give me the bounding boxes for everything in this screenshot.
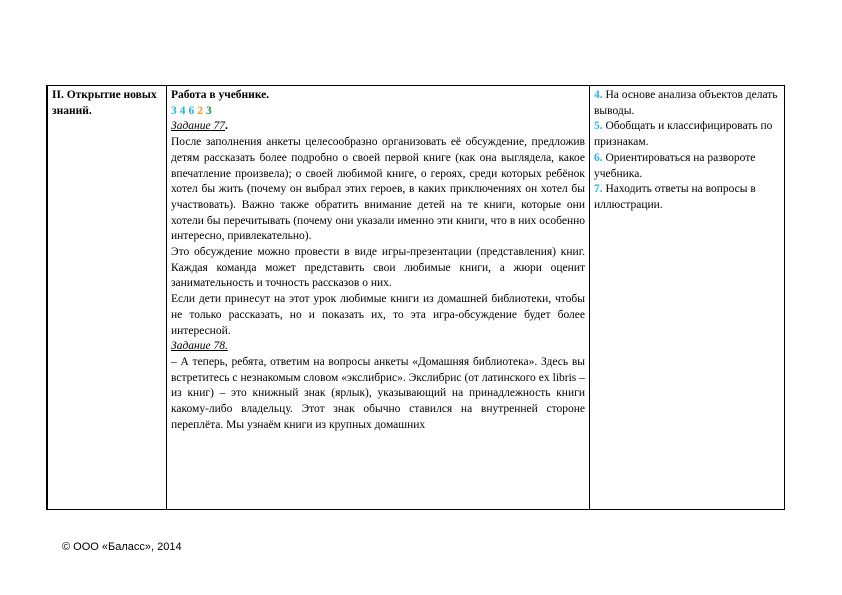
skill-codes xyxy=(171,104,585,120)
skill-item xyxy=(594,151,780,182)
skill-text: Ориентироваться на развороте учебника. xyxy=(594,151,756,180)
skill-text: На основе анализа объектов делать выводы. xyxy=(594,89,778,117)
paragraph: Если дети принесут на этот урок любимые книги из домашней библиотеки, чтобы не только рассказать, но и показать их, то эта игра-обсуждение будет более интересной. xyxy=(171,293,585,337)
skill-text: Обобщать и классифицировать по признакам. xyxy=(594,120,773,149)
skill-code: 6 xyxy=(188,104,195,117)
skill-number: 5. xyxy=(594,120,603,133)
skill-code: 4 xyxy=(179,104,186,117)
activity-cell xyxy=(167,86,590,510)
skills-cell xyxy=(590,86,785,510)
skill-code: 3 xyxy=(206,104,212,117)
skill-code: 2 xyxy=(197,104,203,117)
paragraph: – А теперь, ребята, ответим на вопросы анкеты «Домашняя библиотека». Здесь вы встретитесь с незнакомым словом «экслибрис». Экслибрис (от латинского ex libris – из книг) – это книжный знак (ярлык), указывающий на принадлежность книги какому-либо владельцу. Этот знак обычно ставился на внутренней стороне переплёта. Мы узнаём книги из крупных домашних xyxy=(171,355,585,431)
paragraph: Это обсуждение можно провести в виде игры-презентации (представления) книг. Каждая команда может представить свои любимые книги, а жюри оценит занимательность и точность рассказов о них. xyxy=(171,246,585,290)
activity-heading: Работа в учебнике. xyxy=(171,89,270,101)
task-77-line xyxy=(171,119,585,135)
paragraph: После заполнения анкеты целесообразно организовать её обсуждение, предложив детям рассказать более подробно о своей первой книге (как она выглядела, какое впечатление произвела); о своей любимой книге, о героях, среди которых ребёнок хотел бы жить (почему он выбрал этих героев, в каких приключениях он хотел бы участвовать). Важно также обратить внимание детей на те книги, которые они хотели бы перечитывать (почему они указали именно эти книги, что в них особенно интересно, привлекательно). xyxy=(171,136,585,243)
skill-number: 6. xyxy=(594,151,603,164)
task-77-dot: . xyxy=(224,120,228,133)
skill-item xyxy=(594,119,780,150)
skill-number: 4. xyxy=(594,89,603,101)
task-77-link: Задание 77 xyxy=(171,120,225,133)
skill-item xyxy=(594,88,780,119)
copyright-footer: © ООО «Баласс», 2014 xyxy=(62,541,182,553)
skill-item xyxy=(594,182,780,213)
skill-code: 3 xyxy=(171,104,177,117)
stage-title: II. Открытие новых знаний. xyxy=(52,89,157,117)
stage-cell xyxy=(47,86,167,510)
skill-text: Находить ответы на вопросы в иллюстрации. xyxy=(594,183,756,211)
lesson-table xyxy=(46,85,785,510)
table-row xyxy=(47,86,785,510)
skill-number: 7. xyxy=(594,183,603,196)
task-78-link: Задание 78. xyxy=(171,340,228,353)
